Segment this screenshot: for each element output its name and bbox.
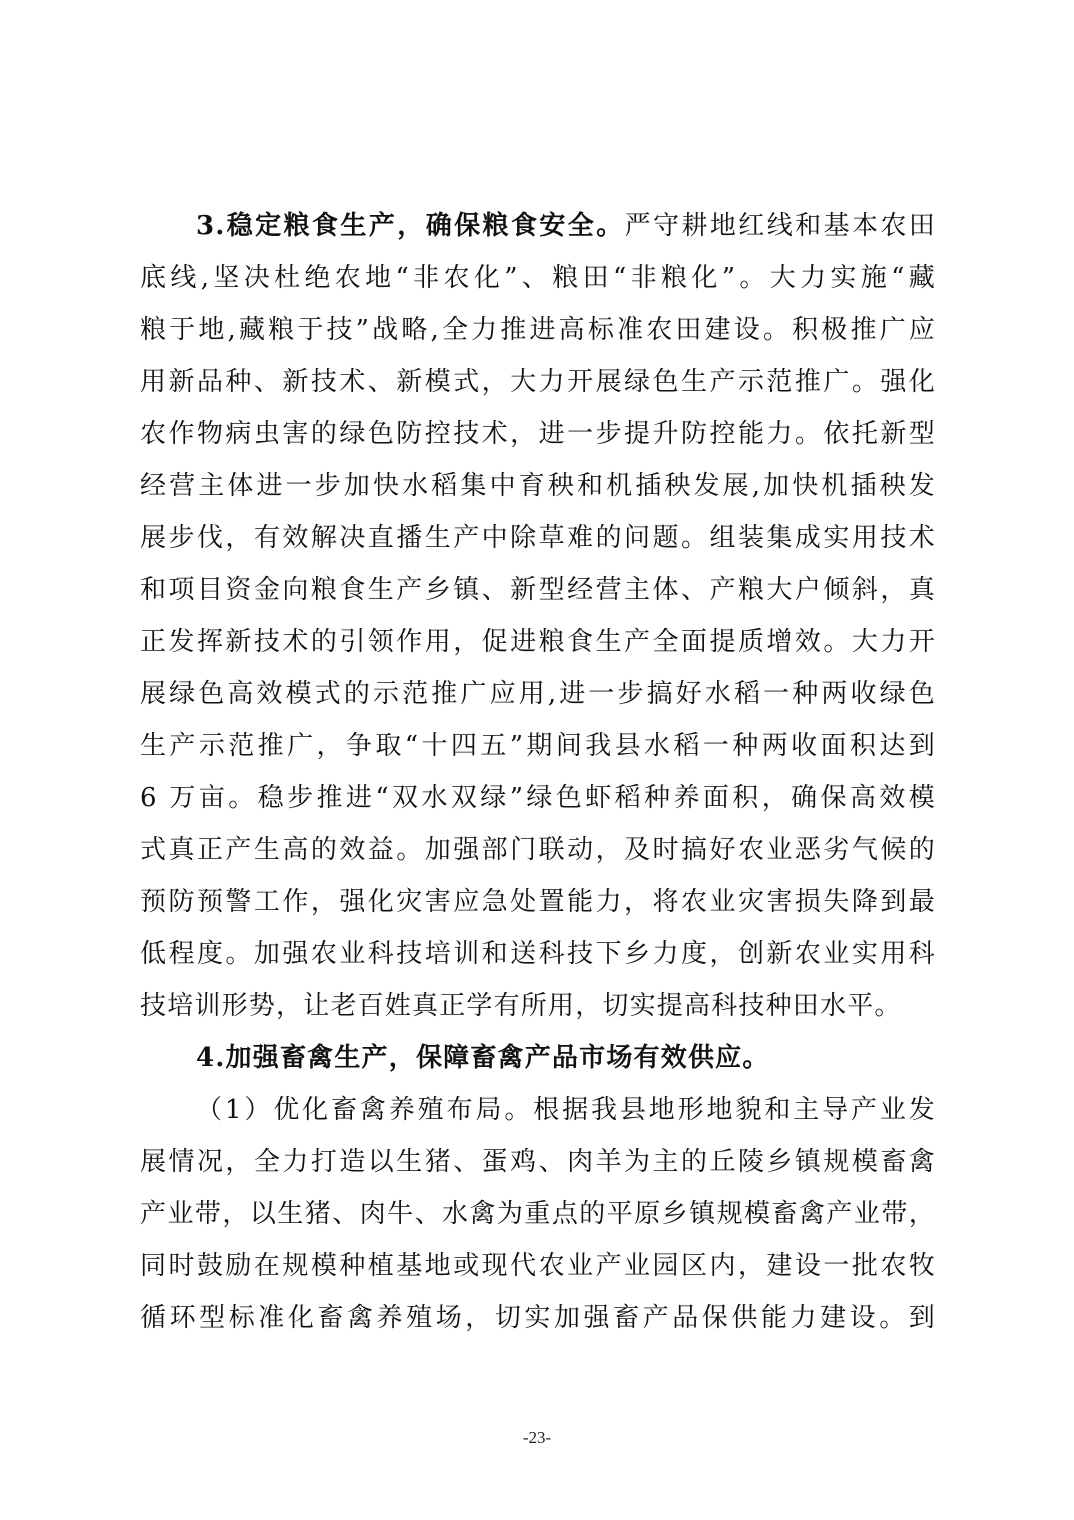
paragraph-text: 严守耕地红线和基本农田: [624, 211, 937, 241]
paragraph-line: [140, 200, 936, 252]
paragraph-line: 产业带，以生猪、肉牛、水禽为重点的平原乡镇规模畜禽产业带，: [140, 1199, 936, 1229]
paragraph-line: 农作物病虫害的绿色防控技术，进一步提升防控能力。依托新型: [140, 419, 936, 449]
paragraph-line: 正发挥新技术的引领作用，促进粮食生产全面提质增效。大力开: [140, 627, 936, 657]
section-heading: 4.加强畜禽生产，保障畜禽产品市场有效供应。: [196, 1043, 770, 1073]
paragraph-line: 和项目资金向粮食生产乡镇、新型经营主体、产粮大户倾斜，真: [140, 575, 936, 605]
paragraph-line: 经营主体进一步加快水稻集中育秧和机插秧发展,加快机插秧发: [140, 471, 936, 501]
paragraph-line: 预防预警工作，强化灾害应急处置能力，将农业灾害损失降到最: [140, 887, 936, 917]
paragraph-line: 低程度。加强农业科技培训和送科技下乡力度，创新农业实用科: [140, 939, 936, 969]
paragraph-line: 展情况，全力打造以生猪、蛋鸡、肉羊为主的丘陵乡镇规模畜禽: [140, 1147, 936, 1177]
paragraph-line: 展步伐，有效解决直播生产中除草难的问题。组装集成实用技术: [140, 523, 936, 553]
section-heading: 3.稳定粮食生产，确保粮食安全。: [196, 211, 625, 241]
paragraph-line: （1）优化畜禽养殖布局。根据我县地形地貌和主导产业发: [196, 1095, 936, 1125]
paragraph-line: 循环型标准化畜禽养殖场，切实加强畜产品保供能力建设。到: [140, 1303, 936, 1333]
paragraph-line: 底线,坚决杜绝农地“非农化”、粮田“非粮化”。大力实施“藏: [140, 263, 936, 293]
paragraph-line: 用新品种、新技术、新模式，大力开展绿色生产示范推广。强化: [140, 367, 936, 397]
paragraph-line: 技培训形势，让老百姓真正学有所用，切实提高科技种田水平。: [140, 991, 902, 1021]
paragraph-line: 6 万亩。稳步推进“双水双绿”绿色虾稻种养面积，确保高效模: [140, 783, 936, 813]
body-text: [140, 200, 936, 1344]
paragraph-line: 同时鼓励在规模种植基地或现代农业产业园区内，建设一批农牧: [140, 1251, 936, 1281]
page-number: -23-: [522, 1428, 552, 1447]
paragraph-line: 粮于地,藏粮于技”战略,全力推进高标准农田建设。积极推广应: [140, 315, 936, 345]
paragraph-line: 式真正产生高的效益。加强部门联动，及时搞好农业恶劣气候的: [140, 835, 936, 865]
paragraph-line: 展绿色高效模式的示范推广应用,进一步搞好水稻一种两收绿色: [140, 679, 936, 709]
paragraph-line: 生产示范推广，争取“十四五”期间我县水稻一种两收面积达到: [140, 731, 936, 761]
